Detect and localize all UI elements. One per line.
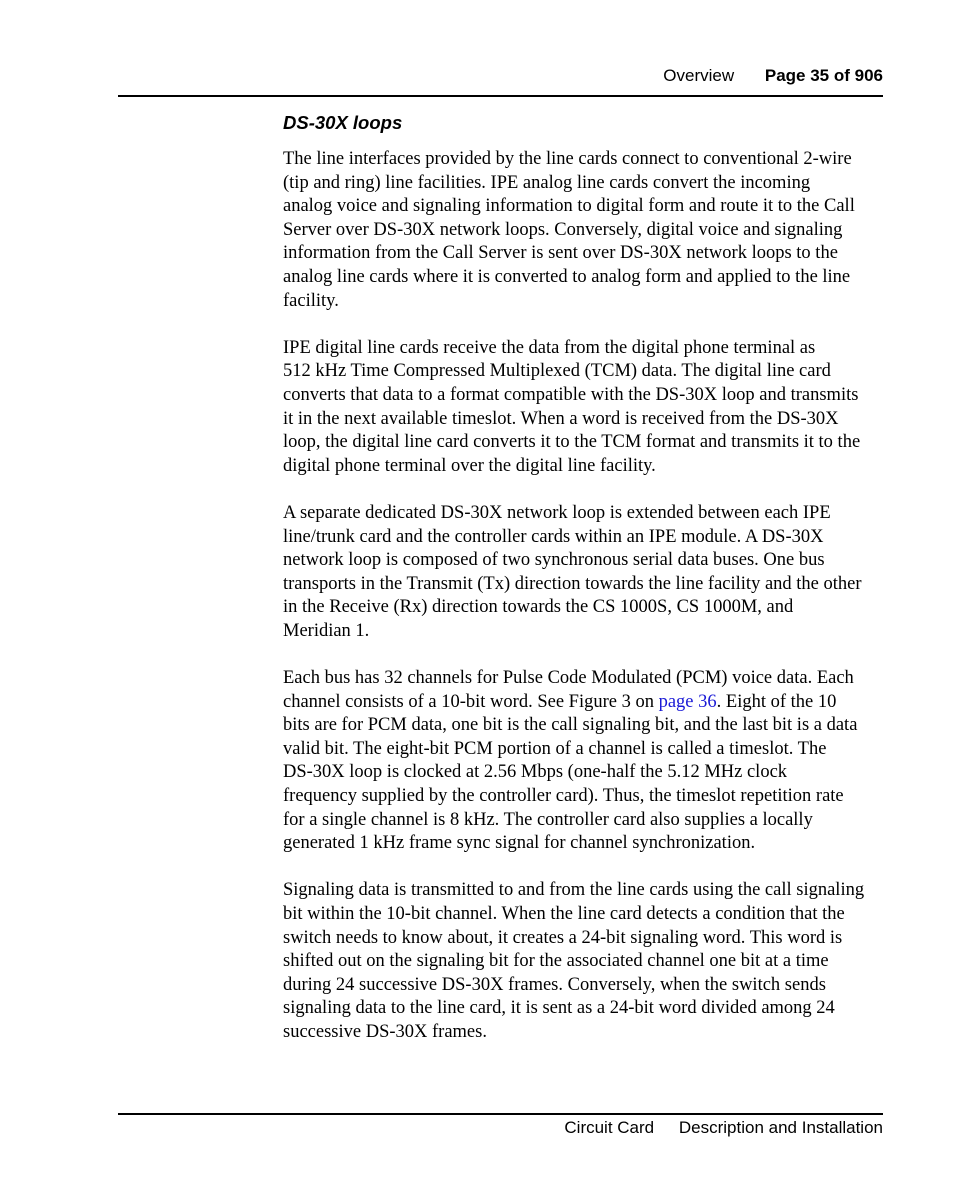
page-36-link[interactable]: page 36 xyxy=(658,691,717,712)
body-text xyxy=(283,148,883,1068)
header-page-number: Page 35 of 906 xyxy=(764,66,883,85)
header-section-title: Overview xyxy=(663,66,735,85)
paragraph-1: The line interfaces provided by the line cards connect to conventional 2-wire (tip and ring) line facilities. IPE analog line cards convert the incoming analog voice and signaling information to digital form and route it to the Call Server over DS-30X network loops. Conversely, digital voice and signaling information from the Call Server is sent over DS-30X network loops to the analog line cards where it is converted to analog form and applied to the line facility. xyxy=(283,149,855,311)
section-heading: DS-30X loops xyxy=(283,112,403,133)
paragraph-4-text-before-link: Each bus has 32 channels for Pulse Code Modulated (PCM) voice data. Each channel consists of a 10-bit word. See Figure 3 on xyxy=(283,668,854,712)
paragraph-3: A separate dedicated DS-30X network loop is extended between each IPE line/trunk card and the controller cards within an IPE module. A DS-30X network loop is composed of two synchronous serial data buses. One bus transports in the Transmit (Tx) direction towards the line facility and the other in the Receive (Rx) direction towards the CS 1000S, CS 1000M, and Meridian 1. xyxy=(283,502,862,641)
footer-rule xyxy=(118,1113,883,1115)
paragraph-4 xyxy=(283,667,883,856)
paragraph-4-text-after-link: . Eight of the 10 bits are for PCM data, one bit is the call signaling bit, and the last bit is a data valid bit. The eight-bit PCM portion of a channel is called a timeslot. The DS-30X loop is clocked at 2.56 Mbps (one-half the 5.12 MHz clock frequency supplied by the controller card). Thus, the timeslot repetition rate for a single channel is 8 kHz. The controller card also supplies a locally generated 1 kHz frame sync signal for channel synchronization. xyxy=(283,691,858,854)
paragraph-2: IPE digital line cards receive the data from the digital phone terminal as 512 kHz Time Compressed Multiplexed (TCM) data. The digital line card converts that data to a format compatible with the DS-30X loop and transmits it in the next available timeslot. When a word is received from the DS-30X loop, the digital line card converts it to the TCM format and transmits it to the digital phone terminal over the digital line facility. xyxy=(283,337,861,476)
page-footer xyxy=(564,1116,883,1140)
paragraph-5: Signaling data is transmitted to and from the line cards using the call signaling bit within the 10-bit channel. When the line card detects a condition that the switch needs to know about, it creates a 24-bit signaling word. This word is shifted out on the signaling bit for the associated channel one bit at a time during 24 successive DS-30X frames. Conversely, when the switch sends signaling data to the line card, it is sent as a 24-bit word divided among 24 successive DS-30X frames. xyxy=(283,880,865,1042)
page-header xyxy=(663,64,883,88)
header-rule xyxy=(118,95,883,97)
footer-book-title-part-1: Circuit Card xyxy=(564,1118,655,1137)
footer-book-title-part-2: Description and Installation xyxy=(678,1118,883,1137)
